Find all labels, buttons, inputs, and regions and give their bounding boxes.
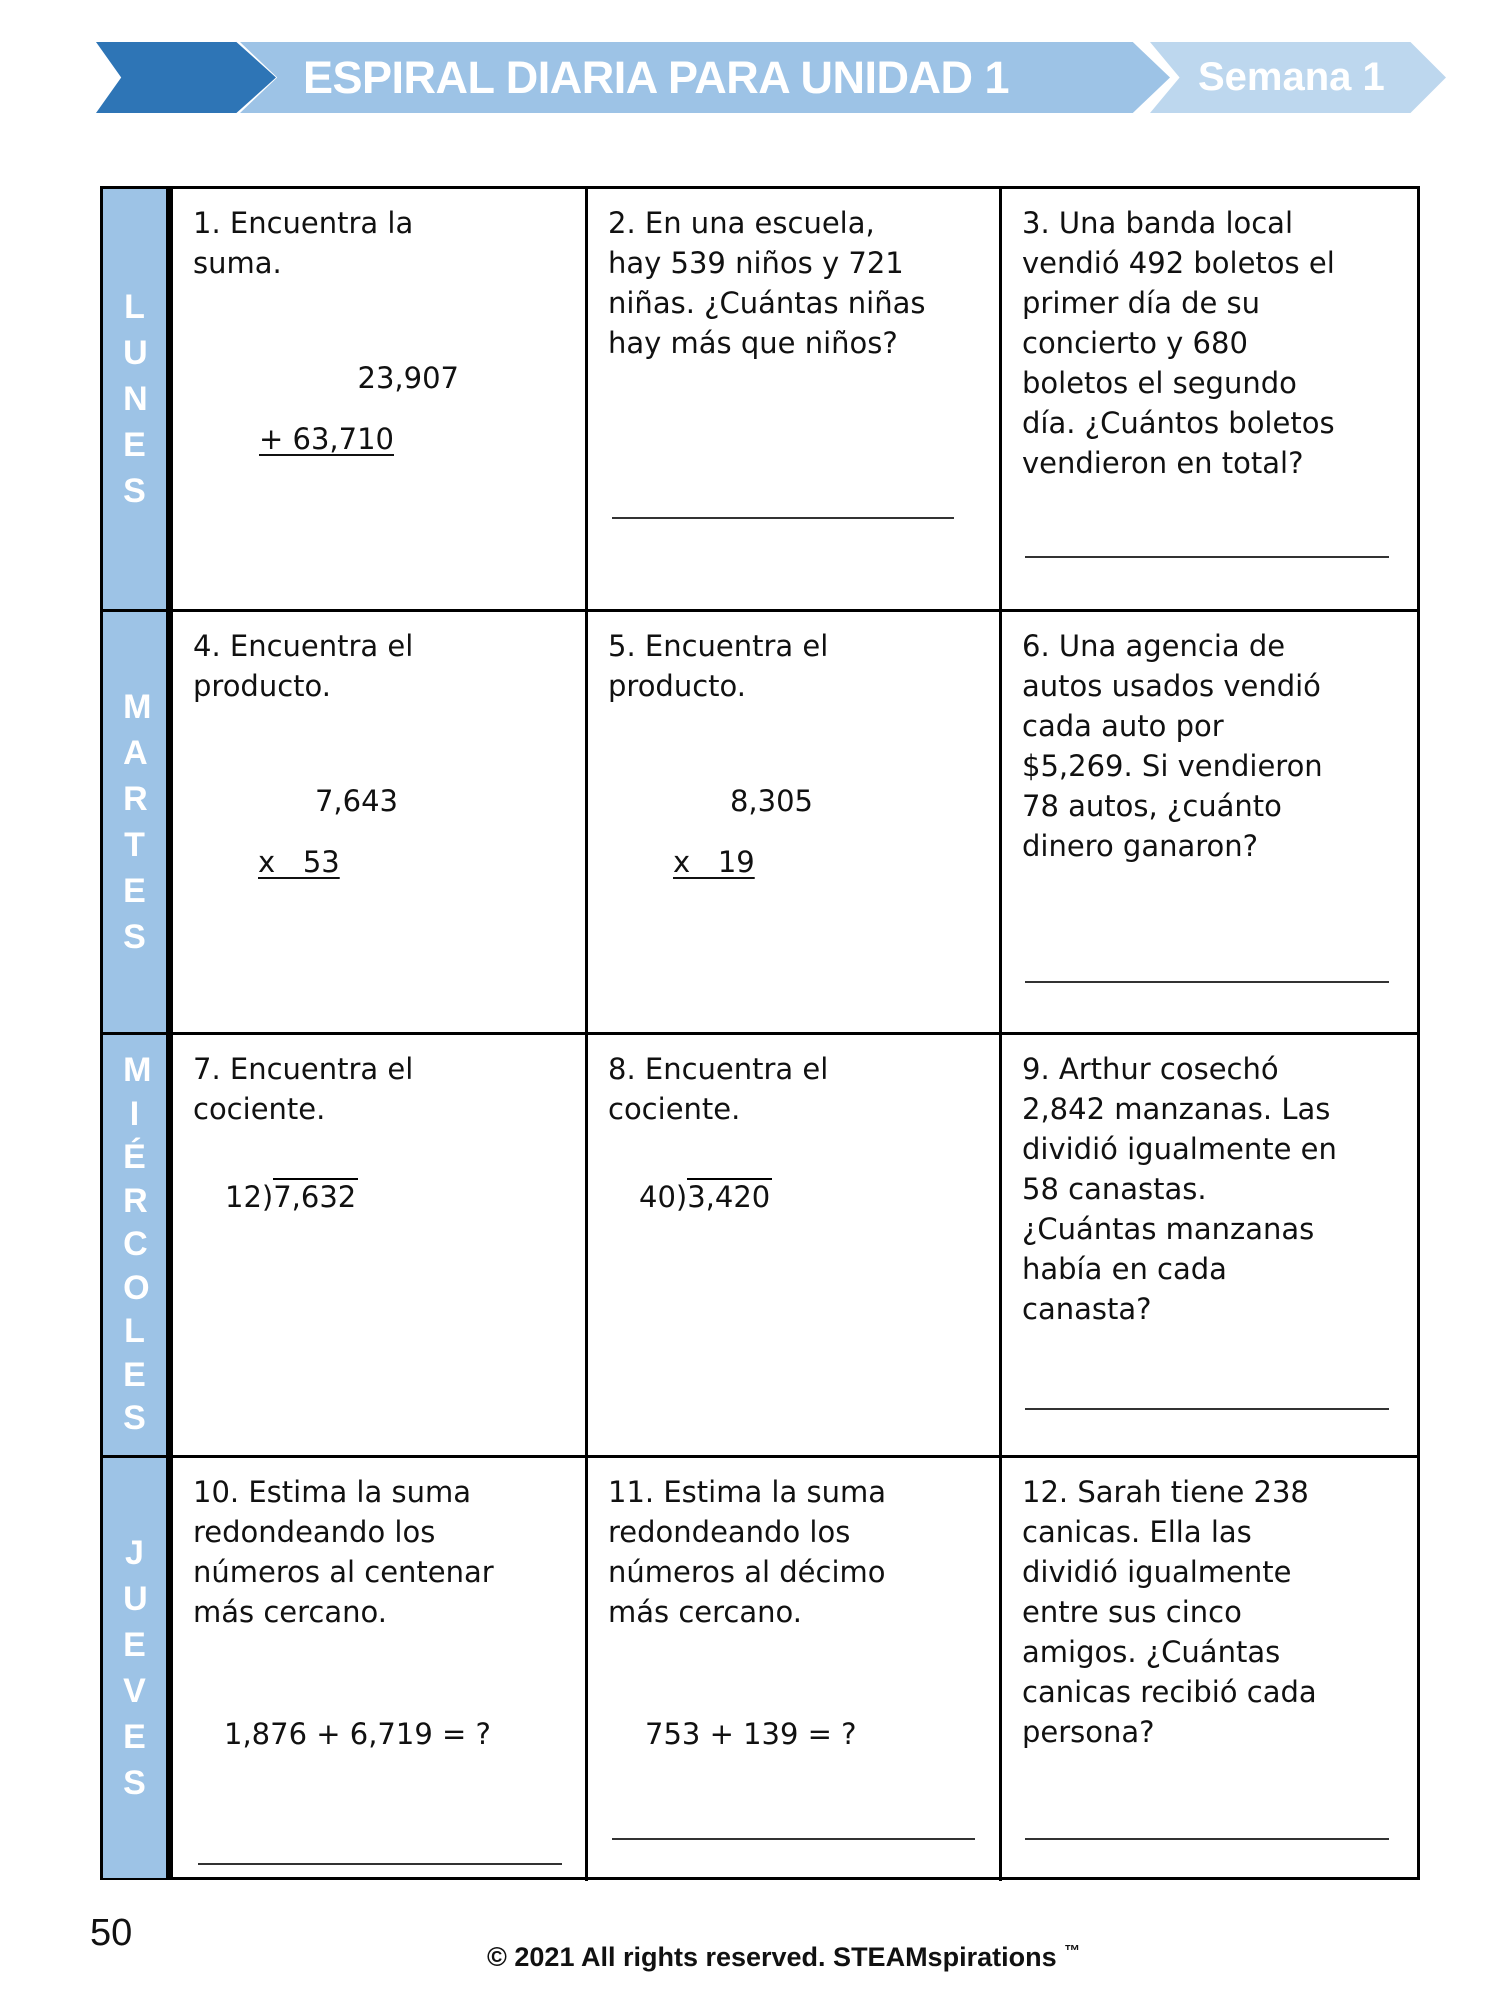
operand-top: 23,907 bbox=[357, 361, 459, 395]
dividend: 3,420 bbox=[687, 1180, 771, 1214]
copyright-text: © 2021 All rights reserved. STEAMspirations bbox=[487, 1942, 1057, 1972]
problem-text: 8. Encuentra el cociente. bbox=[608, 1052, 829, 1126]
day-label-0 bbox=[103, 189, 173, 612]
operand-bottom: x 53 bbox=[258, 845, 340, 879]
worksheet-grid bbox=[100, 186, 1420, 1880]
answer-line[interactable] bbox=[1025, 981, 1389, 983]
problem-text: 9. Arthur cosechó 2,842 manzanas. Las dividió igualmente en 58 canastas. ¿Cuántas manzanas había en cada canasta? bbox=[1022, 1052, 1337, 1326]
day-label-text: LUNES bbox=[123, 288, 148, 510]
dividend: 7,632 bbox=[273, 1180, 357, 1214]
answer-line[interactable] bbox=[1025, 556, 1389, 558]
problem-cell-12 bbox=[1002, 1458, 1417, 1881]
problem-text: 6. Una agencia de autos usados vendió cada auto por $5,269. Si vendieron 78 autos, ¿cuánto dinero ganaron? bbox=[1022, 629, 1323, 863]
problem-cell-10 bbox=[173, 1458, 588, 1881]
problem-cell-6 bbox=[1002, 612, 1417, 1035]
problem-cell-9 bbox=[1002, 1035, 1417, 1458]
long-division bbox=[639, 1177, 772, 1217]
day-label-text: JUEVES bbox=[123, 1534, 148, 1802]
problem-cell-3 bbox=[1002, 189, 1417, 612]
problem-text: 11. Estima la suma redondeando los números al décimo más cercano. bbox=[608, 1475, 886, 1629]
day-label-1 bbox=[103, 612, 173, 1035]
day-label-text: MIÉRCOLES bbox=[123, 1051, 152, 1438]
problem-text: 5. Encuentra el producto. bbox=[608, 629, 829, 703]
day-label-text: MARTES bbox=[123, 688, 152, 956]
day-label-2 bbox=[103, 1035, 173, 1458]
division-bracket-icon: ) bbox=[261, 1180, 274, 1214]
problem-text: 10. Estima la suma redondeando los números al centenar más cercano. bbox=[193, 1475, 494, 1629]
answer-line[interactable] bbox=[612, 1838, 975, 1840]
page-number: 50 bbox=[90, 1912, 133, 1954]
problem-text: 3. Una banda local vendió 492 boletos el primer día de su concierto y 680 boletos el segundo día. ¿Cuántos boletos vendieron en total? bbox=[1022, 206, 1335, 480]
answer-line[interactable] bbox=[1025, 1838, 1389, 1840]
problem-text: 1. Encuentra la suma. bbox=[193, 206, 414, 280]
page-title: ESPIRAL DIARIA PARA UNIDAD 1 bbox=[303, 52, 1010, 103]
problem-text: 12. Sarah tiene 238 canicas. Ella las dividió igualmente entre sus cinco amigos. ¿Cuántas canicas recibió cada persona? bbox=[1022, 1475, 1317, 1749]
banner-chevron-dark bbox=[96, 42, 276, 113]
problem-cell-2 bbox=[588, 189, 1002, 612]
divisor: 40 bbox=[639, 1180, 676, 1214]
problem-text: 7. Encuentra el cociente. bbox=[193, 1052, 414, 1126]
problem-text: 2. En una escuela, hay 539 niños y 721 niñas. ¿Cuántas niñas hay más que niños? bbox=[608, 206, 926, 360]
answer-line[interactable] bbox=[612, 517, 954, 519]
trademark: ™ bbox=[1064, 1943, 1081, 1960]
week-label: Semana 1 bbox=[1198, 55, 1385, 99]
problem-cell-1 bbox=[173, 189, 588, 612]
operand-top: 7,643 bbox=[314, 784, 398, 818]
day-label-3 bbox=[103, 1458, 173, 1878]
problem-cell-4 bbox=[173, 612, 588, 1035]
problem-cell-8 bbox=[588, 1035, 1002, 1458]
answer-line[interactable] bbox=[1025, 1408, 1389, 1410]
operand-bottom: x 19 bbox=[673, 845, 755, 879]
problem-text: 4. Encuentra el producto. bbox=[193, 629, 414, 703]
answer-line[interactable] bbox=[198, 1863, 562, 1865]
problem-cell-5 bbox=[588, 612, 1002, 1035]
copyright bbox=[487, 1942, 1080, 1973]
expression: 1,876 + 6,719 = ? bbox=[224, 1717, 491, 1751]
problem-cell-7 bbox=[173, 1035, 588, 1458]
operand-top: 8,305 bbox=[729, 784, 813, 818]
long-division bbox=[225, 1177, 358, 1217]
expression: 753 + 139 = ? bbox=[645, 1717, 857, 1751]
operand-bottom: + 63,710 bbox=[259, 422, 394, 456]
division-bracket-icon: ) bbox=[675, 1180, 688, 1214]
problem-cell-11 bbox=[588, 1458, 1002, 1881]
divisor: 12 bbox=[225, 1180, 262, 1214]
